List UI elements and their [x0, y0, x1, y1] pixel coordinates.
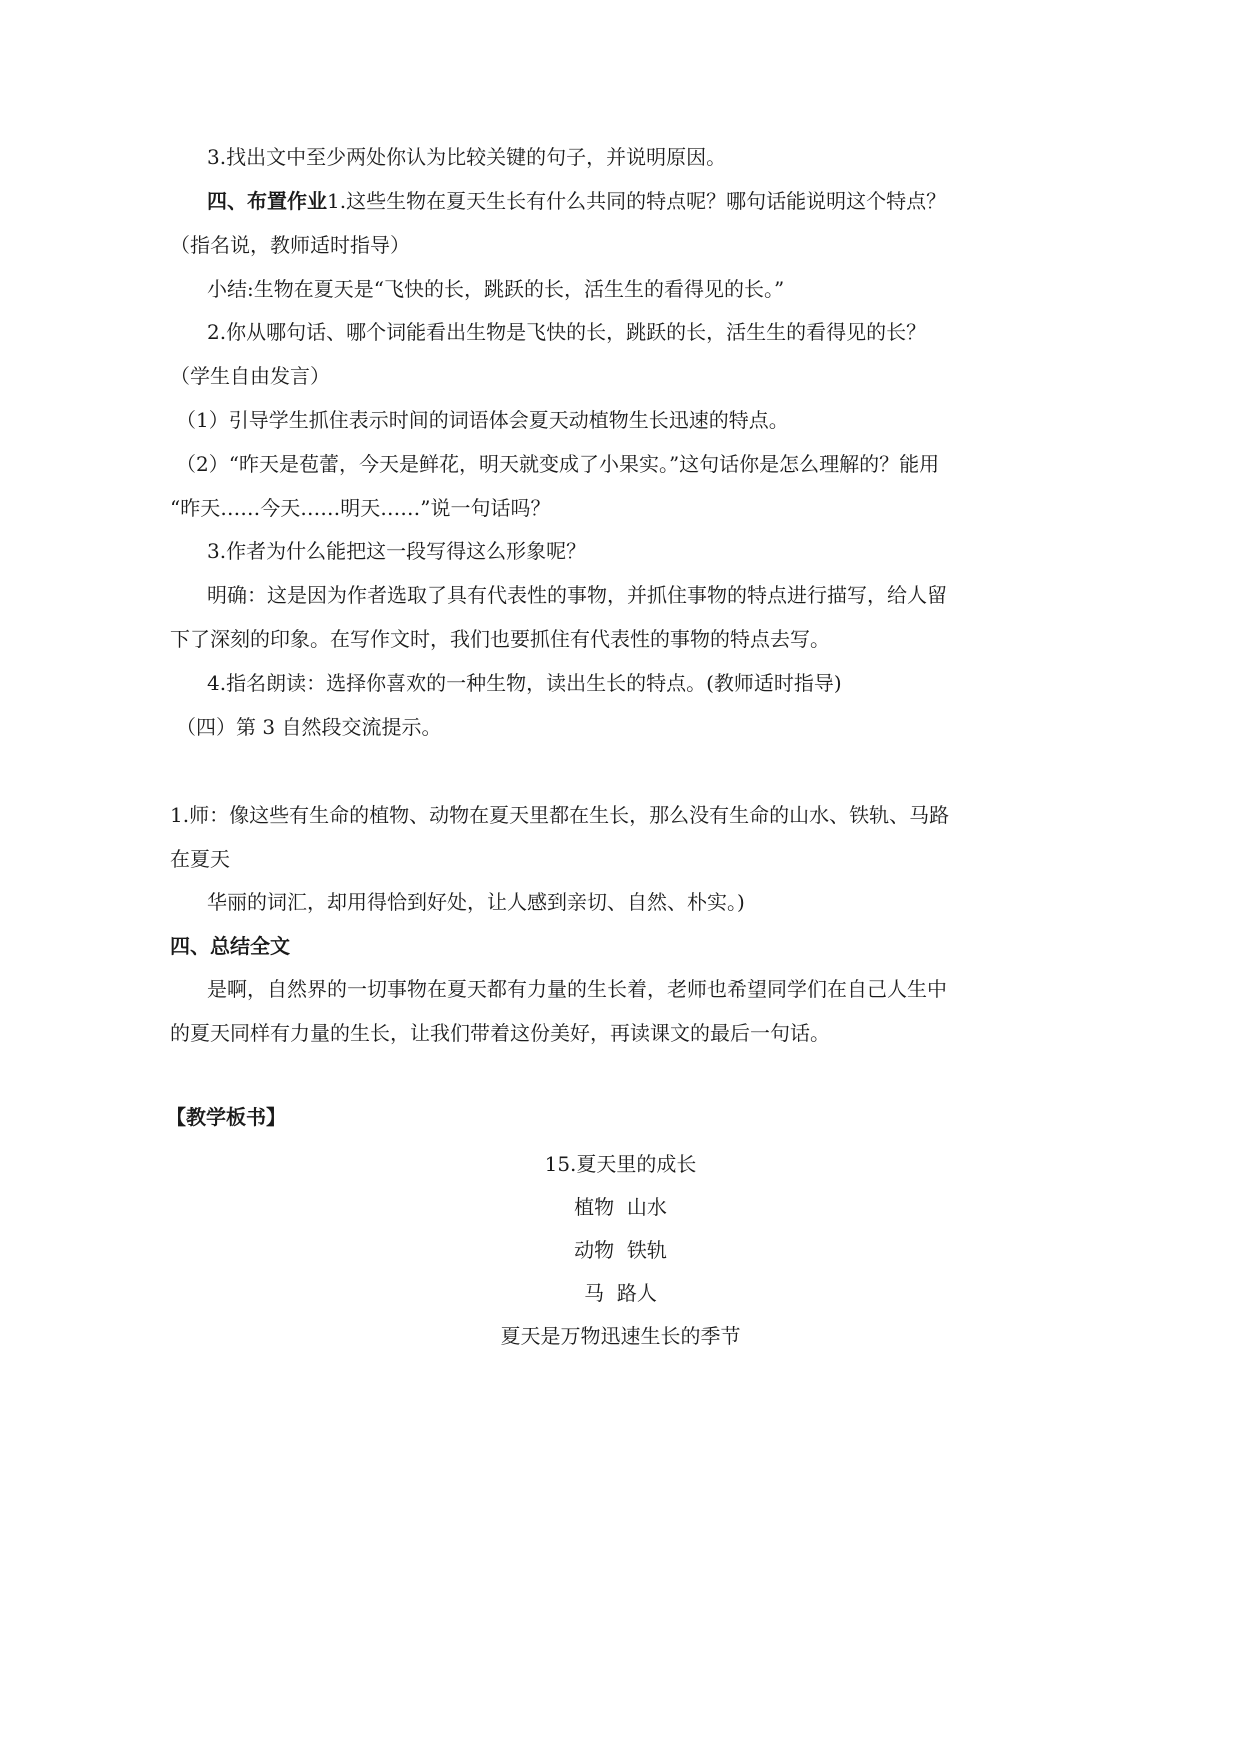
paragraph-text: 1.这些生物在夏天生长有什么共同的特点呢？哪句话能说明这个特点？ — [327, 189, 947, 213]
paragraph-line: （1）引导学生抓住表示时间的词语体会夏天动植物生长迅速的特点。 — [176, 408, 789, 432]
section-heading: 四、总结全文 — [170, 934, 290, 958]
paragraph-line: 下了深刻的印象。在写作文时，我们也要抓住有代表性的事物的特点去写。 — [170, 627, 830, 651]
board-summary: 夏天是万物迅速生长的季节 — [500, 1324, 741, 1348]
paragraph-line: 3.作者为什么能把这一段写得这么形象呢？ — [207, 539, 587, 563]
paragraph-line: “昨天……今天……明天……”说一句话吗？ — [170, 496, 551, 520]
paragraph-line — [207, 189, 946, 213]
paragraph-line: （指名说，教师适时指导） — [170, 233, 410, 257]
paragraph-line: 1.师：像这些有生命的植物、动物在夏天里都在生长，那么没有生命的山水、铁轨、马路 — [170, 803, 950, 827]
paragraph-line: 的夏天同样有力量的生长，让我们带着这份美好，再读课文的最后一句话。 — [170, 1021, 830, 1045]
paragraph-line: 在夏天 — [170, 847, 230, 871]
paragraph-line: 2.你从哪句话、哪个词能看出生物是飞快的长，跳跃的长，活生生的看得见的长？ — [207, 320, 927, 344]
paragraph-line: 4.指名朗读：选择你喜欢的一种生物，读出生长的特点。(教师适时指导) — [207, 671, 842, 695]
paragraph-line: 是啊，自然界的一切事物在夏天都有力量的生长着，老师也希望同学们在自己人生中 — [207, 977, 947, 1001]
paragraph-line: 3.找出文中至少两处你认为比较关键的句子，并说明原因。 — [207, 145, 727, 169]
board-title: 15.夏天里的成长 — [544, 1152, 697, 1176]
paragraph-line: （2）“昨天是苞蕾，今天是鲜花，明天就变成了小果实。”这句话你是怎么理解的？能用 — [176, 452, 940, 476]
paragraph-line: （学生自由发言） — [170, 364, 330, 388]
section-heading: 四、布置作业 — [207, 189, 327, 213]
paragraph-line: 明确：这是因为作者选取了具有代表性的事物，并抓住事物的特点进行描写，给人留 — [207, 583, 947, 607]
board-heading: 【教学板书】 — [166, 1105, 286, 1129]
paragraph-line: 小结:生物在夏天是“飞快的长，跳跃的长，活生生的看得见的长。” — [207, 277, 785, 301]
board-row: 植物 山水 — [574, 1195, 667, 1219]
board-row: 动物 铁轨 — [574, 1238, 667, 1262]
paragraph-line: （四）第 3 自然段交流提示。 — [176, 715, 442, 739]
paragraph-line: 华丽的词汇，却用得恰到好处，让人感到亲切、自然、朴实。) — [207, 890, 745, 914]
board-row: 马 路人 — [584, 1281, 657, 1305]
